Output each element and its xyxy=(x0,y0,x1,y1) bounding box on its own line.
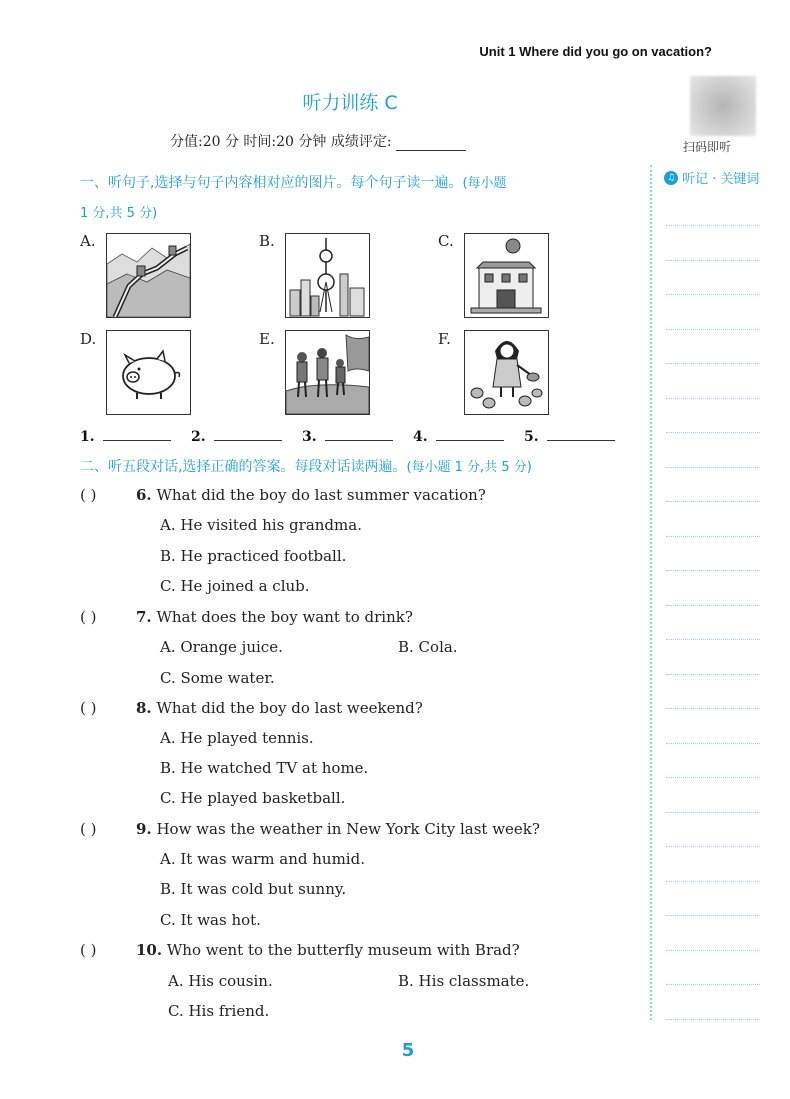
option-8a[interactable]: A. He played tennis. xyxy=(160,729,314,747)
qr-code-image[interactable] xyxy=(690,76,756,136)
unit-header: Unit 1 Where did you go on vacation? xyxy=(479,44,712,59)
question-9 xyxy=(136,820,540,838)
question-10-number: 10. xyxy=(136,941,163,959)
question-10-text: Who went to the butterfly museum with Brad? xyxy=(166,941,520,959)
note-line[interactable] xyxy=(666,605,760,606)
sidebar-title xyxy=(664,168,759,187)
answer-paren-8[interactable]: ( ) xyxy=(80,699,97,717)
page-number: 5 xyxy=(401,1040,415,1061)
answer-3-blank[interactable] xyxy=(325,428,393,441)
answer-3-label: 3. xyxy=(302,429,317,445)
section1-title xyxy=(80,172,507,192)
picture-label-b: B. xyxy=(259,232,275,250)
answer-4-label: 4. xyxy=(413,429,428,445)
note-line[interactable] xyxy=(666,984,760,985)
grade-blank[interactable] xyxy=(396,136,466,151)
answer-paren-7[interactable]: ( ) xyxy=(80,608,97,626)
score-info xyxy=(170,131,466,151)
great-wall-icon xyxy=(107,234,190,317)
question-6-number: 6. xyxy=(136,486,152,504)
girl-chickens-icon xyxy=(465,331,548,414)
answer-2-label: 2. xyxy=(191,429,206,445)
answer-5[interactable] xyxy=(524,428,615,445)
question-6-text: What did the boy do last summer vacation? xyxy=(156,486,486,504)
note-line[interactable] xyxy=(666,536,760,537)
option-6a[interactable]: A. He visited his grandma. xyxy=(160,516,362,534)
picture-tv-tower[interactable] xyxy=(285,233,370,318)
option-7a[interactable]: A. Orange juice. xyxy=(160,638,283,656)
answer-paren-10[interactable]: ( ) xyxy=(80,941,97,959)
answer-2-blank[interactable] xyxy=(214,428,282,441)
question-8 xyxy=(136,699,423,717)
answer-2[interactable] xyxy=(191,428,282,445)
picture-great-wall[interactable] xyxy=(106,233,191,318)
option-9a[interactable]: A. It was warm and humid. xyxy=(160,850,365,868)
question-8-text: What did the boy do last weekend? xyxy=(156,699,423,717)
note-line[interactable] xyxy=(666,225,760,226)
answer-5-label: 5. xyxy=(524,429,539,445)
answer-paren-6[interactable]: ( ) xyxy=(80,486,97,504)
note-line[interactable] xyxy=(666,432,760,433)
note-line[interactable] xyxy=(666,846,760,847)
headphones-icon: ♫ xyxy=(664,171,678,185)
option-6c[interactable]: C. He joined a club. xyxy=(160,577,310,595)
section2-title-text: 二、听五段对话,选择正确的答案。每段对话读两遍。 xyxy=(80,459,407,475)
option-7c[interactable]: C. Some water. xyxy=(160,669,275,687)
note-line[interactable] xyxy=(666,950,760,951)
sidebar-divider xyxy=(650,165,652,1020)
option-6b[interactable]: B. He practiced football. xyxy=(160,547,347,565)
page-title: 听力训练 C xyxy=(302,92,398,114)
hikers-icon xyxy=(286,331,369,414)
qr-label: 扫码即听 xyxy=(683,140,732,154)
picture-label-a: A. xyxy=(80,232,96,250)
note-line[interactable] xyxy=(666,294,760,295)
question-9-text: How was the weather in New York City last week? xyxy=(156,820,540,838)
note-line[interactable] xyxy=(666,501,760,502)
section1-title-text: 一、听句子,选择与句子内容相对应的图片。每个句子读一遍。 xyxy=(80,175,463,191)
picture-museum[interactable] xyxy=(464,233,549,318)
section1-note1: (每小题 xyxy=(462,176,507,191)
note-line[interactable] xyxy=(666,639,760,640)
note-line[interactable] xyxy=(666,260,760,261)
note-line[interactable] xyxy=(666,743,760,744)
note-line[interactable] xyxy=(666,570,760,571)
note-line[interactable] xyxy=(666,881,760,882)
question-7-number: 7. xyxy=(136,608,152,626)
answer-1[interactable] xyxy=(80,428,171,445)
option-10c[interactable]: C. His friend. xyxy=(168,1002,270,1020)
picture-label-d: D. xyxy=(80,330,97,348)
score-info-text: 分值:20 分 时间:20 分钟 成绩评定: xyxy=(170,134,392,150)
option-9c[interactable]: C. It was hot. xyxy=(160,911,261,929)
museum-building-icon xyxy=(465,234,548,317)
note-line[interactable] xyxy=(666,812,760,813)
picture-label-c: C. xyxy=(438,232,454,250)
answer-paren-9[interactable]: ( ) xyxy=(80,820,97,838)
pig-icon xyxy=(107,331,190,414)
note-line[interactable] xyxy=(666,363,760,364)
answer-1-blank[interactable] xyxy=(103,428,171,441)
question-10 xyxy=(136,941,520,959)
picture-label-f: F. xyxy=(438,330,451,348)
note-line[interactable] xyxy=(666,398,760,399)
sidebar-title-label: 听记 · 关键词 xyxy=(682,172,760,187)
picture-hikers[interactable] xyxy=(285,330,370,415)
note-line[interactable] xyxy=(666,467,760,468)
section2-note: (每小题 1 分,共 5 分) xyxy=(406,460,532,475)
section1-note2: 1 分,共 5 分) xyxy=(80,206,158,221)
answer-4-blank[interactable] xyxy=(436,428,504,441)
tv-tower-icon xyxy=(286,234,369,317)
option-9b[interactable]: B. It was cold but sunny. xyxy=(160,880,347,898)
question-6 xyxy=(136,486,486,504)
note-line[interactable] xyxy=(666,1019,760,1020)
option-10a[interactable]: A. His cousin. xyxy=(168,972,273,990)
note-line[interactable] xyxy=(666,915,760,916)
option-10b[interactable]: B. His classmate. xyxy=(398,972,530,990)
picture-label-e: E. xyxy=(259,330,275,348)
option-8c[interactable]: C. He played basketball. xyxy=(160,789,346,807)
answer-1-label: 1. xyxy=(80,429,95,445)
answer-5-blank[interactable] xyxy=(547,428,615,441)
section2-title xyxy=(80,456,532,476)
note-line[interactable] xyxy=(666,674,760,675)
picture-girl-chickens[interactable] xyxy=(464,330,549,415)
question-9-number: 9. xyxy=(136,820,152,838)
question-8-number: 8. xyxy=(136,699,152,717)
option-7b[interactable]: B. Cola. xyxy=(398,638,458,656)
note-line[interactable] xyxy=(666,777,760,778)
note-line[interactable] xyxy=(666,329,760,330)
answer-4[interactable] xyxy=(413,428,504,445)
note-line[interactable] xyxy=(666,708,760,709)
option-8b[interactable]: B. He watched TV at home. xyxy=(160,759,369,777)
picture-pig[interactable] xyxy=(106,330,191,415)
question-7 xyxy=(136,608,413,626)
answer-3[interactable] xyxy=(302,428,393,445)
question-7-text: What does the boy want to drink? xyxy=(156,608,413,626)
